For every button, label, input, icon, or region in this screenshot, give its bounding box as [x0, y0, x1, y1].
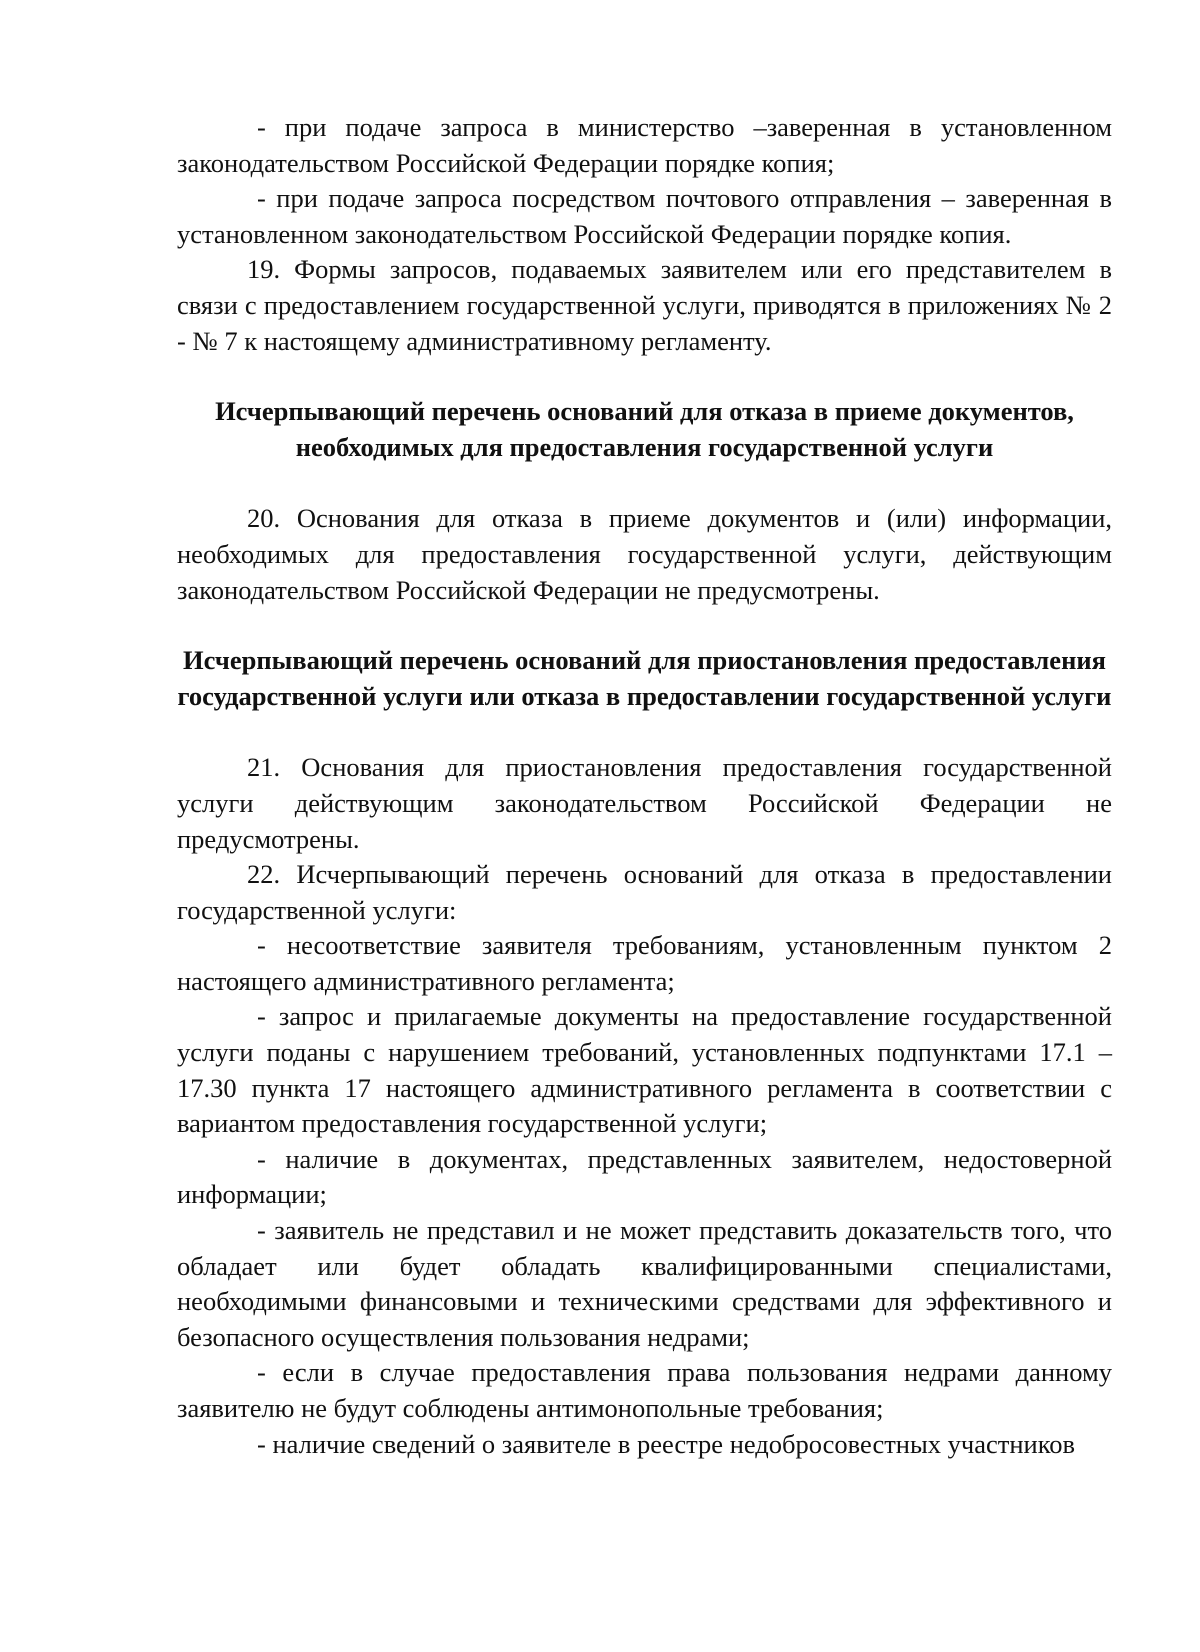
list-item-no-evidence: - заявитель не представил и не может представить доказательств того, что обладает или будет обладать квалифицированными специалистами, необходимыми финансовыми и техническими средствами для эффективного и безопасного осуществления пользования недрами;	[177, 1215, 1112, 1352]
section-heading-refusal-acceptance: Исчерпывающий перечень оснований для отказа в приеме документов, необходимых для предоставления государственной услуги	[215, 396, 1074, 462]
paragraph-21: 21. Основания для приостановления предоставления государственной услуги действующим законодательством Российской Федерации не предусмотрены.	[177, 752, 1112, 854]
list-item-requirements-violation: - запрос и прилагаемые документы на предоставление государственной услуги поданы с нарушением требований, установленных подпунктами 17.1 – 17.30 пункта 17 настоящего административного регламента в соответствии с вариантом предоставления государственной услуги;	[177, 1001, 1112, 1139]
section-heading-suspension-refusal: Исчерпывающий перечень оснований для приостановления предоставления государственной услуги или отказа в предоставлении государственной услуги	[177, 645, 1112, 711]
list-item-unfair-registry: - наличие сведений о заявителе в реестре недобросовестных участников	[257, 1428, 1075, 1459]
paragraph-19: 19. Формы запросов, подаваемых заявителем или его представителем в связи с предоставлением государственной услуги, приводятся в приложениях № 2 - № 7 к настоящему административному регламенту.	[177, 254, 1112, 356]
paragraph-20: 20. Основания для отказа в приеме документов и (или) информации, необходимых для предоставления государственной услуги, действующим законодательством Российской Федерации не предусмотрены.	[177, 503, 1112, 605]
list-item-antimonopoly: - если в случае предоставления права пользования недрами данному заявителю не будут соблюдены антимонопольные требования;	[177, 1357, 1112, 1423]
list-item-unreliable-information: - наличие в документах, представленных заявителем, недостоверной информации;	[177, 1143, 1112, 1210]
paragraph-ministry-copy: - при подаче запроса в министерство –заверенная в установленном законодательством Российской Федерации порядке копия;	[177, 112, 1112, 178]
list-item-nonconformity: - несоответствие заявителя требованиям, установленным пунктом 2 настоящего административного регламента;	[177, 930, 1112, 996]
paragraph-22: 22. Исчерпывающий перечень оснований для отказа в предоставлении государственной услуги:	[177, 859, 1112, 925]
paragraph-postal-copy: - при подаче запроса посредством почтового отправления – заверенная в установленном законодательством Российской Федерации порядке копия.	[177, 183, 1112, 249]
document-page	[177, 110, 1112, 1462]
